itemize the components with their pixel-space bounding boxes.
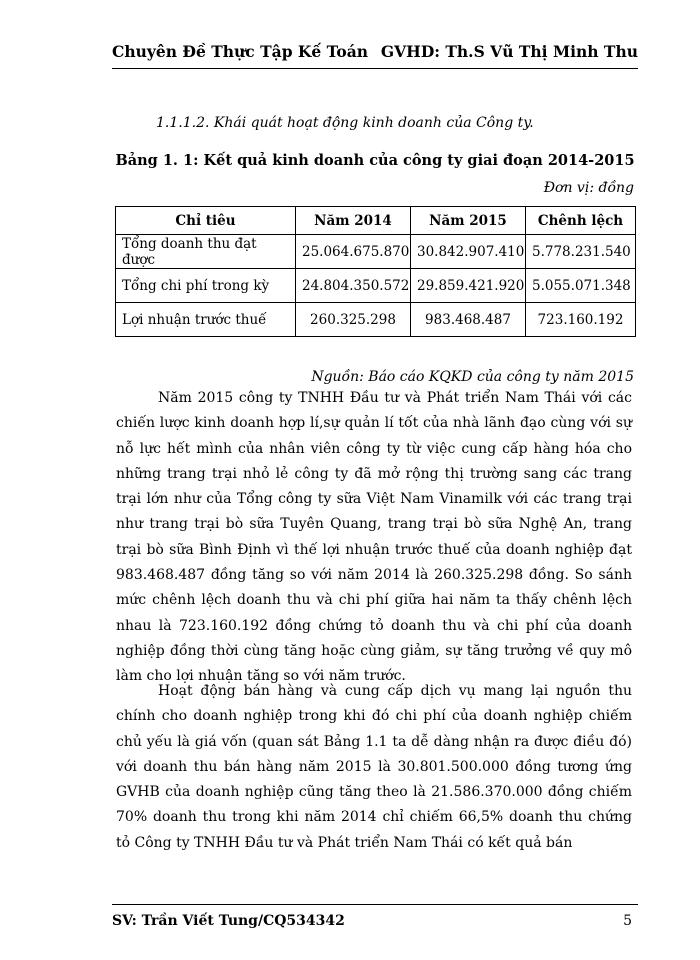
table-cell: 30.842.907.410 — [411, 235, 526, 269]
table-row — [116, 269, 636, 303]
row-label: Tổng doanh thu đạt được — [116, 235, 296, 269]
header-supervisor: GVHD: Th.S Vũ Thị Minh Thu — [380, 42, 638, 61]
table-cell: 983.468.487 — [411, 303, 526, 337]
table-cell: 29.859.421.920 — [411, 269, 526, 303]
table-title: Bảng 1. 1: Kết quả kinh doanh của công ty giai đoạn 2014-2015 — [115, 152, 635, 169]
footer-divider — [112, 904, 638, 905]
row-label: Lợi nhuận trước thuế — [116, 303, 296, 337]
header-divider — [112, 68, 638, 69]
table-header-row — [116, 207, 636, 235]
table-cell: 260.325.298 — [296, 303, 411, 337]
column-header: Năm 2014 — [296, 207, 411, 235]
column-header: Năm 2015 — [411, 207, 526, 235]
table-source: Nguồn: Báo cáo KQKD của công ty năm 2015 — [311, 369, 634, 385]
footer-student: SV: Trần Viết Tung/CQ534342 — [112, 913, 345, 929]
body-paragraph: Năm 2015 công ty TNHH Đầu tư và Phát triển Nam Thái với các chiến lược kinh doanh hợp lí,sự quản lí tốt của nhà lãnh đạo cùng với sự nỗ lực hết mình của nhân viên công ty từ việc cung cấp hàng hóa cho những trang trại nhỏ lẻ công ty đã mở rộng thị trường sang các trang trại lớn như của Tổng công ty sữa Việt Nam Vinamilk với các trang trại như trang trại bò sữa Tuyên Quang, trang trại bò sữa Nghệ An, trang trại bò sữa Bình Định vì thế lợi nhuận trước thuế của doanh nghiệp đạt 983.468.487 đồng tăng so với năm 2014 là 260.325.298 đồng. So sánh mức chênh lệch doanh thu và chi phí giữa hai năm ta thấy chênh lệch nhau là 723.160.192 đồng chứng tỏ doanh thu và chi phí của doanh nghiệp đồng thời cùng tăng hoặc cùng giảm, sự tăng trưởng về quy mô làm cho lợi nhuận tăng so với năm trước. — [116, 390, 632, 685]
table-cell: 25.064.675.870 — [296, 235, 411, 269]
table-cell: 723.160.192 — [526, 303, 636, 337]
column-header: Chỉ tiêu — [116, 207, 296, 235]
table-cell: 24.804.350.572 — [296, 269, 411, 303]
table-cell: 5.055.071.348 — [526, 269, 636, 303]
header-title: Chuyên Đề Thực Tập Kế Toán — [112, 42, 369, 61]
section-heading: 1.1.1.2. Khái quát hoạt động kinh doanh của Công ty. — [156, 115, 534, 131]
table-unit: Đơn vị: đồng — [543, 180, 634, 196]
body-paragraph: Hoạt động bán hàng và cung cấp dịch vụ mang lại nguồn thu chính cho doanh nghiệp trong khi đó chi phí của doanh nghiệp chiếm chủ yếu là giá vốn (quan sát Bảng 1.1 ta dễ dàng nhận ra được điều đó) với doanh thu bán hàng năm 2015 là 30.801.500.000 đồng tương ứng GVHB của doanh nghiệp cũng tăng theo là 21.586.370.000 đồng chiếm 70% doanh thu trong khi năm 2014 chỉ chiếm 66,5% doanh thu chứng tỏ Công ty TNHH Đầu tư và Phát triển Nam Thái có kết quả bán — [116, 683, 632, 851]
table-row — [116, 303, 636, 337]
table-cell: 5.778.231.540 — [526, 235, 636, 269]
row-label: Tổng chi phí trong kỳ — [116, 269, 296, 303]
column-header: Chênh lệch — [526, 207, 636, 235]
results-table — [115, 206, 636, 337]
table-row — [116, 235, 636, 269]
page-number: 5 — [623, 913, 632, 929]
